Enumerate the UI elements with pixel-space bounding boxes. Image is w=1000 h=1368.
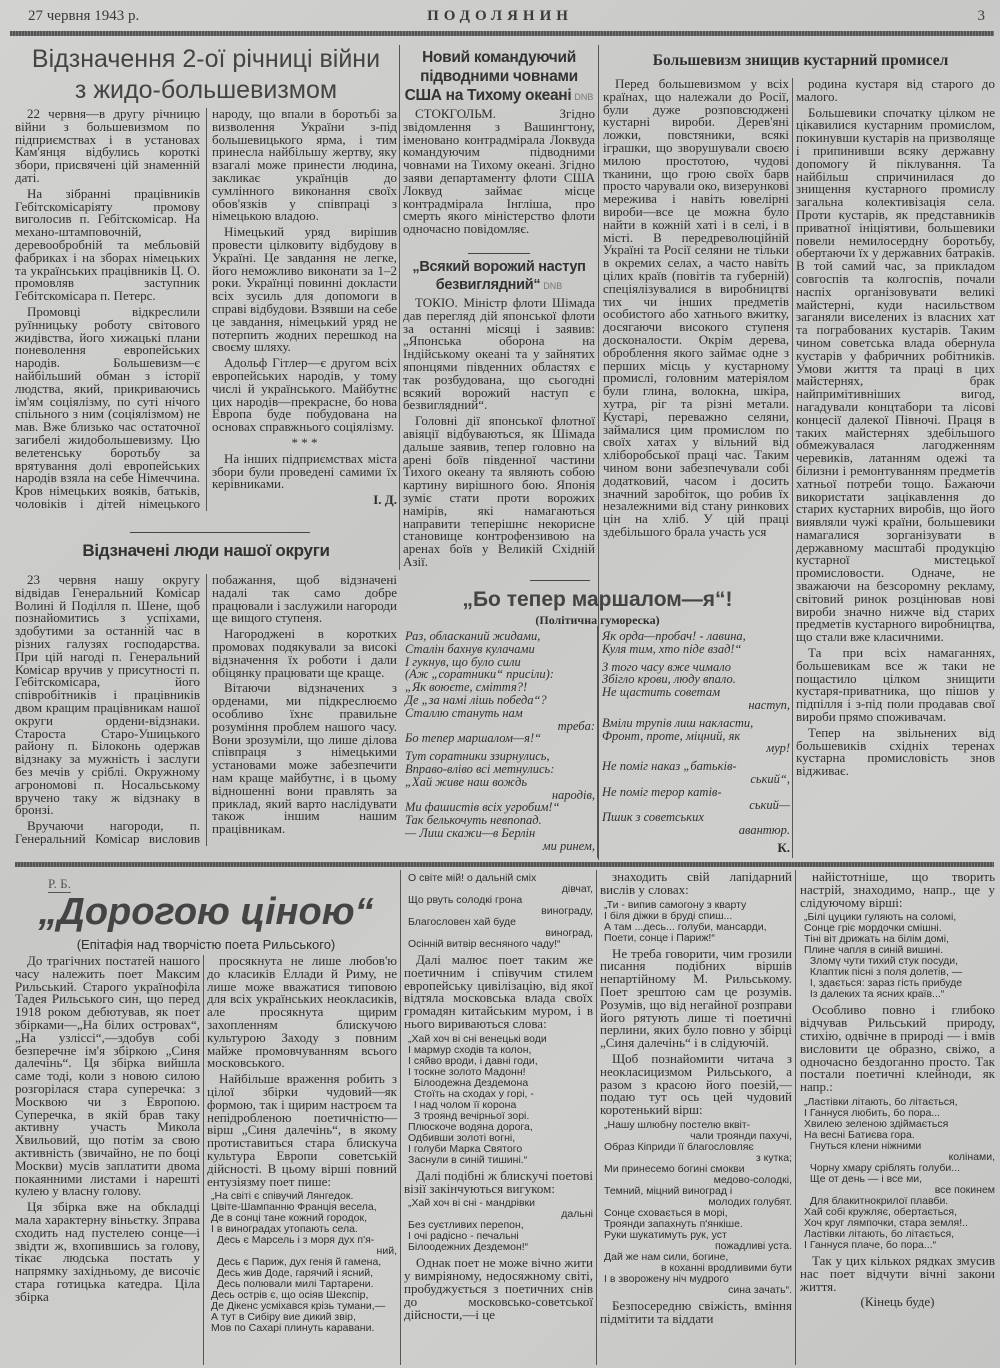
paragraph: Та при всіх намаганнях, большевикам все ж таки не пощастило цілком знищити кустаря-приватника, що пішов у підпілля і з-під поли продавав свої вироби прямо споживачам.	[796, 645, 995, 725]
paragraph: 23 червня нашу округу відвідав Генеральний Комісар Волині й Поділля п. Шене, щоб познайомитись з успіхами, здобутими за останній час в різних галузях господарства. При цій нагоді п. Генеральний Комісар вручив у присутності п. Гебітскомісара, його співробітників і працівників двом кращим працівникам нашої округи ордени-відзнаки. Староста Старо-Ушицького району п. Білоконь одержав відзнаку за мужність і заслуги без мечів у сріблі. Окружному агрономові п. Носальському вручено таку ж відзнаку в бронзі.	[15, 572, 200, 818]
separator	[468, 253, 530, 254]
poem-stanza	[405, 750, 595, 852]
article-crafts-headline: Большевизм знищив кустарний промисел	[652, 52, 949, 69]
issue-date: 27 червня 1943 р.	[28, 8, 140, 24]
poem-line: Образ Кіприди її благословляє	[604, 1140, 754, 1153]
paragraph: На інших підприємствах міста збори були проведені самими їх керівниками.	[212, 450, 397, 492]
poem-line: Ще от день — і все ми,	[804, 1172, 923, 1185]
poem-line: Чорну хмару сріблять голуби...	[804, 1161, 960, 1174]
poem-line: Вміли трупів лиш накласти,	[602, 715, 754, 730]
poem-line: винограду,	[541, 905, 593, 917]
paragraph: Щоб познайомити читача з неокласицизмом Рильського, а разом з красою його поезій,—подаю тут ось цей чудовий коротенький вірш:	[600, 1050, 792, 1118]
poem-line: Білоодежних Дездемон!“	[408, 1241, 529, 1254]
poem-line: „Хай живе наш вождь	[405, 774, 528, 789]
poem-line: А тут в Сибіру вие дикий звір,	[211, 1311, 356, 1324]
poem-line: Ми фашистів всіх угробим!“	[405, 800, 560, 815]
masthead-rule	[10, 31, 994, 36]
paragraph: Безпосередню свіжість, вміння підмітити та віддати	[600, 1297, 792, 1326]
paragraph: Однак поет не може вічно жити у вимріяному, недосяжному світі, пробуджується з поетичних снів до московсько-советської дійсности,—і це	[404, 1255, 593, 1322]
poem-line: молодих голубят.	[708, 1195, 792, 1208]
poem-line: мур!	[766, 741, 790, 756]
column-divider	[596, 870, 597, 1365]
poem-line: Ми принесемо богині смокви	[604, 1162, 745, 1175]
poem-line: І сяйво вроди, і давні годи,	[408, 1054, 538, 1067]
column-divider	[598, 45, 599, 860]
article-crafts-col2	[796, 78, 995, 781]
article-awarded-body	[15, 574, 397, 846]
poem-line: Де „за намі лішь победа“?	[405, 692, 547, 707]
poem-line: ний,	[376, 1245, 397, 1258]
column-divider	[597, 626, 598, 858]
poem-line: І біля діжки в бруді спиш...	[604, 909, 733, 922]
poem-stanza	[602, 630, 790, 656]
article-rylsky-col2	[207, 955, 397, 1338]
article-byline: Р. Б.	[48, 876, 71, 891]
separator	[530, 580, 590, 581]
poem-subtitle: (Політична гумореска)	[535, 613, 660, 627]
poem-line: Сталін бахнув кулачами	[405, 641, 535, 656]
poem-line: Десь полювали милі Тартарени.	[211, 1278, 374, 1291]
poem-line: Темний, міцний виноград і	[604, 1184, 733, 1197]
paragraph: СТОКГОЛЬМ. Згідно звідомлення з Вашингтону, іменовано контрадмірала Локвуда командуючим підводними човнами на Тихому океані. Згідно заяви департаменту флоти США Локвуд займає місце контрадмірала Інгліша, про смерть якого міністерство флоти одночасно повідомляє.	[403, 106, 595, 237]
column-divider	[792, 78, 793, 858]
poem-line: з кутка;	[755, 1151, 792, 1164]
poem-line: Дай же нам сили, богине,	[604, 1250, 729, 1263]
headline-text: Новий командуючий підводними човнами США на Тихому океані	[404, 49, 578, 104]
poem-line: „Білі цуцики гуляють на соломі,	[804, 911, 957, 924]
centered-note: * * *	[291, 434, 318, 450]
paragraph: Вітаючи відзначених з орденами, ми підкреслюємо особливо їхнє правильне розуміння проблем нашого часу. Вони зрозуміли, що лише ділова співпраця з німецькими установами може забезпечити нам краще майбутнє, і в цьому відношенні вони правлять за приклад, який варто наслідувати також іншим нашим працівникам.	[212, 680, 397, 837]
article-rylsky-col3	[404, 871, 593, 1324]
poem-line: Що рвуть солодкі грона	[408, 894, 523, 906]
poem-line: Осінній витвір весняного чаду!“	[408, 938, 561, 950]
paragraph: знаходить свій лапідарний вислів у словах:	[600, 869, 792, 897]
poem-title: „Бо тепер маршалом—я“!	[462, 588, 733, 611]
poem-line: треба:	[557, 718, 595, 733]
poem-line: На весні Батиєва гора.	[804, 1128, 915, 1141]
article-rylsky-col5	[800, 871, 995, 1312]
poem-line: Збігло крови, люду впало.	[602, 672, 736, 687]
agency-stamp: DNB	[574, 92, 594, 102]
poem-line: все покинем	[934, 1183, 995, 1196]
poem-line: „Ти - випив самогону з кварту	[604, 898, 747, 911]
paragraph: Далі подібні ж блискучі поетові візії закінчуються вигуком:	[404, 1167, 593, 1196]
poem-line: Куля тим, хто піде взад!“	[602, 641, 742, 656]
poem-line: Раз, обласканий жидами,	[405, 629, 541, 643]
signature: К.	[777, 839, 790, 855]
poem-line: І над чолом її корона	[408, 1098, 517, 1111]
poem-line: Білоодежна Дездемона	[408, 1076, 529, 1089]
poem-line: З того часу вже чимало	[602, 659, 732, 674]
agency-stamp: DNB	[543, 281, 563, 291]
poem-line: Вправо-вліво всі метнулись:	[405, 761, 555, 776]
separator	[130, 532, 310, 533]
column-divider	[399, 45, 400, 570]
poem-line: Хвилею зеленою здіймається	[804, 1117, 949, 1130]
paragraph: Ця збірка вже на обкладці мала характерну віньєтку. Зправа сходить над пустелею сонце—і звідти ж, вхопившись за голову, тікає людська постать у напрямку західньому, де височіє стара готицька катедра. Ціла збірка	[15, 1199, 200, 1304]
poem-line: „Ластівки літають, бо літається,	[804, 1095, 958, 1108]
paragraph: До трагічних постатей нашого часу належить поет Максим Рильський. Старого українофіла Тадея Рильського син, що перед 1918 роком дебютував, як поет збірками—„На білих островах“, „На узліссі“,—здобув собі безперечне ім'я збіркою „Синя далечінь“. Ця збірка вийшла саме тоді, коли з новою силою розгорілася стара суперечка: з Москвою чи з Европою. Суперечка, в якій брав таку активну участь Микола Хвильовий, що потім за свою активність (звичайно, не по боці Москви) мусів заплатити двома покаянними листами і нарешті кулею у власну голову.	[15, 953, 200, 1199]
poem-line: Хоч круг лямпочки, стара земля!..	[804, 1216, 968, 1229]
article-commander-body	[403, 108, 595, 239]
poem-line: авантюр.	[738, 823, 790, 838]
poem-line: Так белькочуть невпопад.	[405, 813, 542, 828]
poem-line: Троянди запахнуть п'янкіше.	[604, 1217, 743, 1230]
paragraph: Тепер на звільнених від большевиків східніх теренах кустарна промисловість знов відживає.	[796, 724, 995, 779]
poem-line: І в виноградах утопають села.	[211, 1223, 358, 1236]
poem-line: дівчат,	[561, 883, 593, 895]
poem-stanza	[804, 912, 995, 1000]
poem-line: Зломү чути тихий стук посуди,	[804, 955, 959, 968]
paragraph: 22 червня—в другу річницю війни з большевизмом по підприємствах і в установах Кам'янця відбулись короткі збори, присвячені цій знаменній даті.	[15, 106, 200, 185]
page-number: 3	[977, 8, 985, 24]
poem-line: наступ,	[748, 697, 790, 712]
article-anniversary-body	[15, 108, 397, 511]
paragraph: Особливо повно і глибоко відчував Рильський природу, стихію, одвічне в природі — і вмів висловити це образно, свіжо, а одночасно бездоганно просто. Так постали поетичні клейноди, як напр.:	[800, 1002, 995, 1095]
poem-stanza	[211, 1191, 397, 1334]
poem-line: виноград,	[545, 927, 593, 939]
headline-text: „Всякий ворожий наступ безвиглядний“	[412, 259, 586, 293]
poem-line: Як орда—пробач! - лавина,	[602, 629, 746, 643]
poem-line: А там ...десь... голуби, мансарди,	[604, 920, 767, 933]
poem-line: „Нашу шлюбну постелю вквіт-	[604, 1118, 751, 1131]
poem-line: Хай собі кружляє, обертається,	[804, 1205, 958, 1218]
poem-col1	[403, 630, 595, 858]
poem-line: Тіні віт дрижать на білім домі,	[804, 933, 950, 946]
poem-line: народів,	[551, 787, 595, 802]
poem-line: „Хай хоч ві сні - мандрівки	[408, 1197, 535, 1210]
poem-stanza	[804, 1097, 995, 1251]
poem-line: Десь острів є, що осіяв Шекспір,	[211, 1289, 369, 1302]
poem-stanza	[604, 900, 792, 944]
paragraph: Большевики спочатку цілком не цікавилися кустарним промислом, покинувши кустарів на призволяще і припинивши всяку державну допомогу й піклування. Та найбільш спричинилася до знищення кустарного промислу загальна колективізація села. Проти кустарів, як представників приватної ініціятиви, большевики повели немилосердну боротьбу, обертаючи їх у державних батраків. В той самий час, за прикладом совгоспів та колгоспів, почали наспіх організовувати великі майстерні, куди насильством заганяли виселених із власних хат та пограбованих кустарів. Таким чином советська влада обернула кустарів у фабричних робітників. Умови життя та праці в цих майстернях, брак найпримітивніших вигод, нагадували концтабори та лісові концесії далекої Півночі. Праця в таких майстернях здебільшого обмежувалася лагодженням черевиків, латанням одежі та білизни і ремонтуванням предметів хатньої потреби тощо. Бажаючи використати зацікавлення до старих кустарних виробів, що його виявляли чужі країни, большевики намагалися зорганізувати в державному масштабі продукцію кустарної мистецької промисловости. Одначе, не зважаючи на безсоромну рекламу, світовий ринок розцінював нові вироби значно нижче від старих предметів кустарного виробництва, що стали вже класичними.	[796, 104, 995, 645]
paragraph: Нагороджені в коротких промовах подякували за високі відзначення їх роботи і дали обіцянку працювати ще краще.	[212, 626, 397, 680]
paragraph: Промовці відкреслили руїнницьку роботу світового жидівства, його хижацькі плани поневолення европейських народів. Большевизм—є найбільший обман з історії людства, який, прикриваючись ім'ям соціялізму, по суті нічого спільного з ним (соціялізмом) не мав. Вже близько час остаточної загибелі жидобольшевизму. Цю велетенську боротьбу за врятування долі европейських народів взяла на себе Німеччина. Кров німецьких вояків, батьків, чоловіків і дітей німецького народу, що впали в боротьбі за визволення України з-під большевицького ярма, і тим принесла найбільшу жертву, яку взагалі може принести людина, закликає українців до сумлінного виконання своїх обов'язків у співпраці з німецькою владою.	[15, 106, 397, 511]
section-rule	[15, 862, 994, 867]
paragraph: просякнута не лише любов'ю до класиків Еллади й Риму, не лише може вважатися типовою для всіх українських неокласиків, але просякнута щирим захопленням блискучою культурою Заходу з повним майже промовчуванням всього московського.	[207, 953, 397, 1071]
poem-stanza	[602, 760, 790, 837]
poem-line: Десь жив Доде, гарячий і ясний,	[211, 1267, 374, 1280]
poem-stanza	[408, 1034, 593, 1166]
paragraph: Перед большевизмом у всіх країнах, що належали до Росії, були дуже розповсюджені кустарні вироби. Дерев'яні ложки, повстяники, всякі іграшки, що зворушували своєю милою простотою, чудові тканини, що грою своїх барв просто чарували око, визерункові мережива і навіть ювелірні вироби—все це можна було найти в кожній хаті і в селі, і в місті. В передреволюційній Україні та Росії селяни не тільки в окремих селах, а часто навіть цілих країв (повітів та губерній) спеціялізувалися в виробництві тих чи інших предметів особистого або хатнього вжитку, досягаючи високого ступеня досконалости. Окрім дерева, оброблення якого займає одне з перших місць у кустарному промислі, головним матеріялом були глина, волокна, шкіра, хутра, ріг та різні метали. Кустарі, переважно селяни, займалися цим промислом по своїх хатах у вільний від хліборобської праці час. Таким чином вони забезпечували собі додатковий, часом і досить значний заробіток, що робив їх незалежними від стану ринкових цін на хліб. У цій праці здебільшого брала участь уся	[603, 76, 789, 539]
poem-line: Благословен хай буде	[408, 916, 516, 928]
poem-line: Не поміг наказ „батьків-	[602, 759, 737, 774]
article-awarded-headline: Відзначені люди нашої округи	[82, 541, 330, 560]
poem-line: Клаптик пісні з поля долетів, —	[804, 966, 963, 979]
poem-line: (Аж „соратники“ присіли):	[405, 667, 554, 682]
article-rylsky-col4	[600, 871, 792, 1329]
poem-line: ський—	[749, 797, 790, 812]
headline-line: Відзначення 2-ої річниці війни	[31, 45, 381, 73]
poem-line: І очі радісно - печальні	[408, 1230, 519, 1243]
poem-line: Ластівки літають, бо літається,	[804, 1227, 955, 1240]
poem-line: Руки шукатимуть рук, уст	[604, 1228, 727, 1241]
poem-line: І, здається: зараз гість прибуде	[804, 977, 963, 990]
poem-stanza	[602, 717, 790, 755]
column-divider	[795, 870, 796, 1365]
poem-line: Одбивши золоті вогні,	[408, 1131, 516, 1144]
poem-line: сина зачать“.	[728, 1283, 792, 1296]
poem-line: Стоїть на сходах у горі, -	[408, 1087, 534, 1100]
poem-line: І Ганнуся любить, бо пора...	[804, 1106, 941, 1119]
poem-line: Без суєтливих перепон,	[408, 1219, 524, 1232]
poem-stanza	[604, 1120, 792, 1296]
poem-line: І мармур сходів та колон,	[408, 1043, 532, 1056]
poem-line: „На світі є співучий Лянгедок.	[211, 1190, 354, 1203]
poem-stanza	[602, 661, 790, 712]
signature: І. Д.	[373, 492, 397, 508]
poem-line: Плюскоче водяна дорога,	[408, 1120, 533, 1133]
poem-line: Сонце гріє мордочки смішні.	[804, 922, 942, 935]
poem-line: ми ринем,	[542, 838, 595, 853]
poem-line: Тут соратники ззирнулись,	[405, 749, 550, 764]
paragraph: родина кустаря від старого до малого.	[796, 76, 995, 104]
paragraph: ТОКІО. Міністр флоти Шімада дав перегляд дій японської флоти за останні місяці і заявив: „Японська оборона на Індійському океані та у зайнятих японцями південних областях є так розбудована, що сьогодні всякий ворожий наступ є безвиглядний“.	[403, 295, 595, 413]
poem-line: І гукнув, що було сили	[405, 654, 521, 669]
poem-line: — Лиш скажи—в Берлін	[405, 825, 536, 840]
poem-line: Де в сонці тане кожний городок,	[211, 1212, 367, 1225]
paragraph: Німецький уряд вирішив провести цілковиту відбудову в Україні. Це завдання не легке, його неможливо виконати за 1–2 роки. Українці повинні докласти всіх зусиль для допомоги в справі відбудови. Взявши на себе це завдання, німецький уряд не потерпить жодних перешкод на своєму шляху.	[212, 224, 397, 355]
poem-stanza	[408, 873, 593, 950]
column-divider	[400, 870, 401, 1365]
article-rylsky-col1	[15, 955, 200, 1307]
poem-line: пожадливі уста.	[714, 1239, 792, 1252]
poem-line: Сталлю стануть нам	[405, 705, 523, 720]
poem-line: Десь є Париж, дух генія й гамена,	[211, 1256, 382, 1269]
headline-line: з жидо-большевизмом	[74, 76, 338, 104]
article-commander-headline	[403, 48, 595, 107]
poem-line: Заснули в синій тишині.“	[408, 1153, 528, 1166]
paragraph: Далі малює поет таким же поетичним і співучим стилем европейську цивілізацію, від якої відтяла московська влада своїх громадян китайським муром, і в нього вириваються слова:	[404, 952, 593, 1031]
poem-line: Десь є Марсель і з моря дух п'я-	[211, 1234, 375, 1247]
paragraph: найістотніше, що творить настрій, знаходимо, напр., ще у слідуючому вірші:	[800, 869, 995, 910]
poem-line: Із далеких та ясних країв...“	[804, 988, 945, 1001]
poem-line: З троянд вечірньої зорі.	[408, 1109, 530, 1122]
article-crafts-col1	[603, 78, 789, 542]
poem-line: Пшик з советських	[602, 810, 704, 825]
article-rylsky-subtitle: (Епітафія над творчістю поета Рильського)	[76, 937, 336, 952]
poem-line: медово-солодкі,	[713, 1173, 792, 1186]
poem-stanza	[405, 630, 595, 745]
poem-line: в коханні вродливими бути	[660, 1261, 792, 1274]
poem-line: колінами,	[948, 1150, 995, 1163]
newspaper-title: ПОДОЛЯНИН	[427, 8, 573, 24]
paragraph: Так у цих кількох рядках змусив нас поет відчути вічні закони життя.	[800, 1252, 995, 1294]
paragraph: Адольф Гітлер—є другом всіх европейських народів, у тому числі й українського. Майбутнє цих народів—прекрасне, бо нова Европа буде побудована на основах справжнього соціялізму.	[212, 355, 397, 435]
article-tokyo-headline	[403, 258, 595, 295]
poem-line: Поети, сонце і Париж!“	[604, 931, 715, 944]
poem-line: „Хай хоч ві сні венецькі води	[408, 1032, 547, 1045]
poem-line: Для блакитнокрилої плавби.	[804, 1194, 949, 1207]
poem-line: О світе мій! о дальній сміх	[408, 872, 537, 884]
article-anniversary-headline	[15, 44, 397, 106]
article-tokyo-body	[403, 297, 595, 572]
poem-line: Де Дікенс усміхався крізь тумани,—	[211, 1300, 386, 1313]
poem-line: Плине чапля в синій вишині.	[804, 944, 944, 957]
poem-line: Гнуться клени ніжними	[804, 1139, 922, 1152]
poem-stanza	[408, 1198, 593, 1253]
poem-line: Не щастить советам	[602, 685, 721, 700]
poem-line: Не поміг терор катів-	[602, 784, 722, 799]
poem-line: ський“,	[750, 771, 790, 786]
paragraph: Вручаючи нагороди, п. Генеральний Комісар висловив побажання, щоб відзначені надалі так само добре працювали і заслужили нагороди ще вищого ступеня.	[15, 572, 397, 846]
poem-line: І голуби Марка Святого	[408, 1142, 523, 1155]
poem-line: І в зворожену ніч мудрого	[604, 1272, 729, 1285]
poem-col2	[600, 630, 790, 858]
paragraph: Найбільше враження робить з цілої збірки чудовий—як формою, так і щирим настроєм та непідробленою поетичністю—вірш „Синя далечінь“, в якому протиставиться стара блискуча культура Европи советській дійсності. В цьому вірші повний ентузіязму поет пише:	[207, 1071, 397, 1189]
centered-note: (Кінець буде)	[860, 1294, 935, 1310]
paragraph: Головні дії японської флотної авіяції відбуваються, як Шімада дальше заявив, тепер головно на арені боїв південної частини Тихого океану та являють собою картину вирішного бою. Японія зуміє стати проти ворожих намірів, які намагаються направити теперішнє некорисне становище контрофензивою на аренах боїв у Великій Східній Азії.	[403, 413, 595, 569]
poem-line: І Ганнуся плаче, бо пора...“	[804, 1238, 937, 1251]
poem-line: „Як воюєте, сміття?!	[405, 680, 528, 695]
paragraph: На зібранні працівників Гебітскомісаріяту промову виголосив п. Гебітскомісар. На механо-штамповочній, деревообробній та мебльовій фабриках і на зборах німецьких та українських працівників Ц. О. промовляв заступник Гебітскомісара п. Петерс.	[15, 185, 200, 304]
poem-line: дальні	[561, 1208, 593, 1221]
paragraph: Не треба говорити, чим грозили писання подібних віршів непартійному М. Рильському. Поет зрештою сам це розумів. Розумів, що від негайної розправи його рятують лише ті поетичні перлини, яких було повно у збірці „Синя далечінь“ і в слідуючій.	[600, 945, 792, 1051]
article-rylsky-headline: „Дорогою ціною“	[38, 891, 374, 933]
column-divider	[203, 955, 204, 1365]
poem-line: чали троянди пахучі,	[690, 1129, 792, 1142]
poem-line: Сонце сховається в морі,	[604, 1206, 728, 1219]
poem-line: Фронт, проте, міцний, як	[602, 728, 741, 743]
poem-line: Цвіте-Шампанню Франція весела,	[211, 1201, 377, 1214]
poem-line: Мов по Сахарі плинуть каравани.	[211, 1322, 375, 1335]
poem-line: І тоскне золото Мадонн!	[408, 1065, 526, 1078]
poem-line: Бо тепер маршалом—я!“	[405, 731, 542, 746]
